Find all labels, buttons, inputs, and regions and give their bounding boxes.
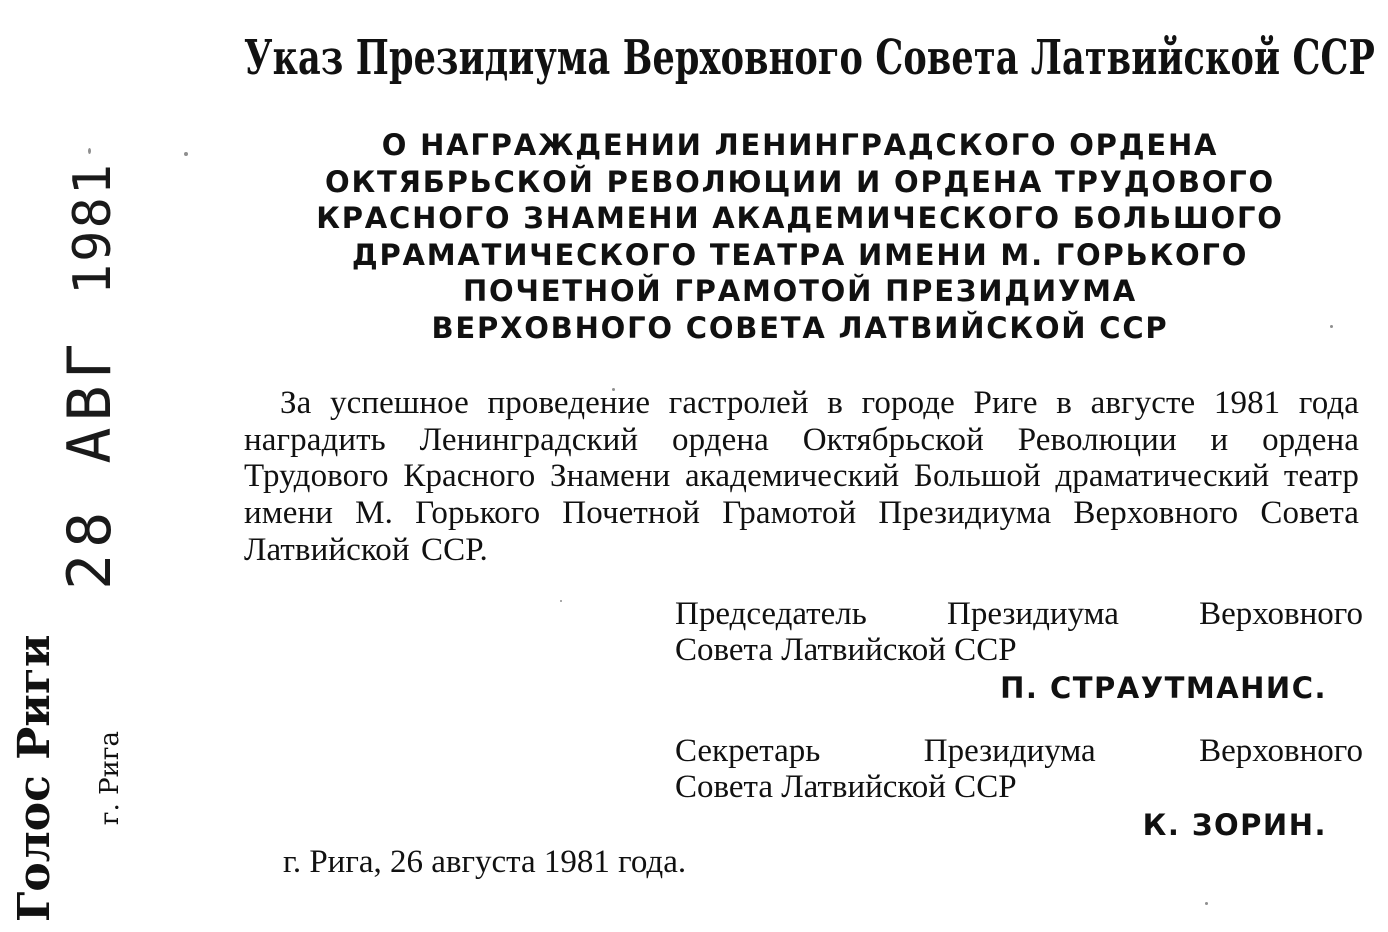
speckle bbox=[184, 152, 188, 156]
stamp-day: 28 bbox=[55, 505, 125, 590]
stamp-month: АВГ bbox=[55, 337, 125, 464]
signatory-role: Секретарь Президиума Верховного bbox=[675, 733, 1363, 769]
signature-block-chairman bbox=[675, 596, 1363, 708]
dateline: г. Рига, 26 августа 1981 года. bbox=[283, 844, 687, 880]
subtitle-line: ПОЧЕТНОЙ ГРАМОТОЙ ПРЕЗИДИУМА bbox=[462, 274, 1138, 308]
signature-block-secretary bbox=[675, 733, 1363, 845]
subtitle-line: ДРАМАТИЧЕСКОГО ТЕАТРА ИМЕНИ М. ГОРЬКОГО bbox=[351, 237, 1249, 272]
newspaper-stamp: Голос Риги bbox=[9, 634, 60, 922]
stamp-year: 1981 bbox=[63, 161, 123, 296]
subtitle-line: ОКТЯБРЬСКОЙ РЕВОЛЮЦИИ И ОРДЕНА ТРУДОВОГО bbox=[325, 164, 1275, 199]
signatory-role: Совета Латвийской ССР bbox=[675, 632, 1017, 668]
subtitle-line: О НАГРАЖДЕНИИ ЛЕНИНГРАДСКОГО ОРДЕНА bbox=[381, 128, 1219, 162]
city-stamp: г. Рига bbox=[95, 730, 125, 826]
signatory-name: П. СТРАУТМАНИС. bbox=[1000, 671, 1327, 705]
speckle bbox=[560, 600, 562, 602]
subtitle-line: ВЕРХОВНОГО СОВЕТА ЛАТВИЙСКОЙ ССР bbox=[431, 310, 1169, 345]
speckle bbox=[1205, 902, 1208, 905]
date-stamp bbox=[55, 161, 125, 590]
signatory-role: Совета Латвийской ССР bbox=[675, 769, 1017, 805]
speckle bbox=[88, 148, 91, 154]
subtitle-line: КРАСНОГО ЗНАМЕНИ АКАДЕМИЧЕСКОГО БОЛЬШОГО bbox=[316, 201, 1284, 235]
signatory-name: К. ЗОРИН. bbox=[1142, 808, 1327, 842]
signatory-role: Председатель Президиума Верховного bbox=[675, 596, 1363, 632]
decree-subtitle bbox=[260, 127, 1340, 346]
decree-title: Указ Президиума Верховного Совета Латвийской ССР bbox=[244, 30, 1376, 86]
decree-body: За успешное проведение гастролей в городе Риге в августе 1981 года наградить Ленинградский ордена Октябрьской Революции и ордена Трудового Красного Знамени академический Большой драматический театр имени М. Горького Почетной Грамотой Президиума Верховного Совета Латвийской ССР. bbox=[244, 385, 1359, 568]
